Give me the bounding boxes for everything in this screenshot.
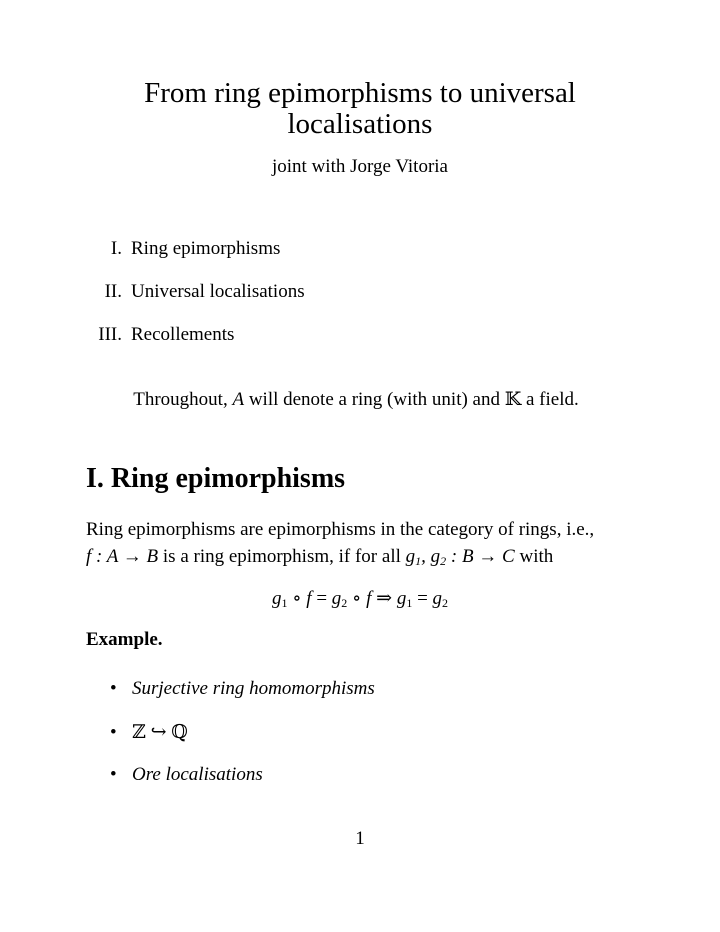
list-item [110, 721, 188, 744]
bullet-icon: • [110, 764, 117, 785]
definition-mid: is a ring epimorphism, if for all [162, 546, 401, 567]
definition-with: with [519, 546, 554, 567]
toc-number: I. [110, 238, 122, 259]
page-number: 1 [355, 828, 365, 849]
throughout-middle: will denote a ring (with unit) and [248, 389, 500, 410]
title-line-1: From ring epimorphisms to universal [144, 77, 576, 109]
throughout-prefix: Throughout, [133, 389, 228, 410]
ring-symbol: A [232, 389, 245, 410]
section-heading: I. Ring epimorphisms [86, 463, 346, 494]
title-line-2: localisations [287, 108, 433, 140]
definition-paragraph [86, 516, 594, 570]
throughout-statement [0, 388, 712, 411]
example-text: Surjective ring homomorphisms [132, 678, 375, 699]
example-text: ℤ ↪ ℚ [132, 722, 188, 743]
list-item [110, 764, 263, 786]
subtitle: joint with Jorge Vitoria [271, 156, 448, 177]
bullet-icon: • [110, 678, 117, 699]
definition-line-2 [86, 543, 594, 570]
toc-number: II. [104, 281, 122, 302]
definition-line-1: Ring epimorphisms are epimorphisms in the category of rings, i.e., [86, 519, 595, 540]
toc-label: Universal localisations [131, 281, 305, 302]
list-item [110, 678, 375, 700]
toc-number: III. [98, 324, 122, 345]
map-f: f : A → B [86, 546, 159, 567]
example-label: Example. [86, 629, 163, 650]
bullet-icon: • [110, 722, 117, 743]
example-text: Ore localisations [132, 764, 263, 785]
toc-label: Recollements [131, 324, 235, 345]
slide-title [0, 78, 720, 140]
throughout-suffix: a field. [526, 389, 579, 410]
maps-g: $g_1$, $g_2$ : B → C [405, 546, 515, 568]
field-symbol: 𝕂 [504, 389, 522, 410]
toc-label: Ring epimorphisms [131, 238, 281, 259]
epimorphism-equation: $g_1$ ∘ $f = g_2$ ∘ f ⇒ $g_1 = g_2$ [271, 588, 449, 610]
